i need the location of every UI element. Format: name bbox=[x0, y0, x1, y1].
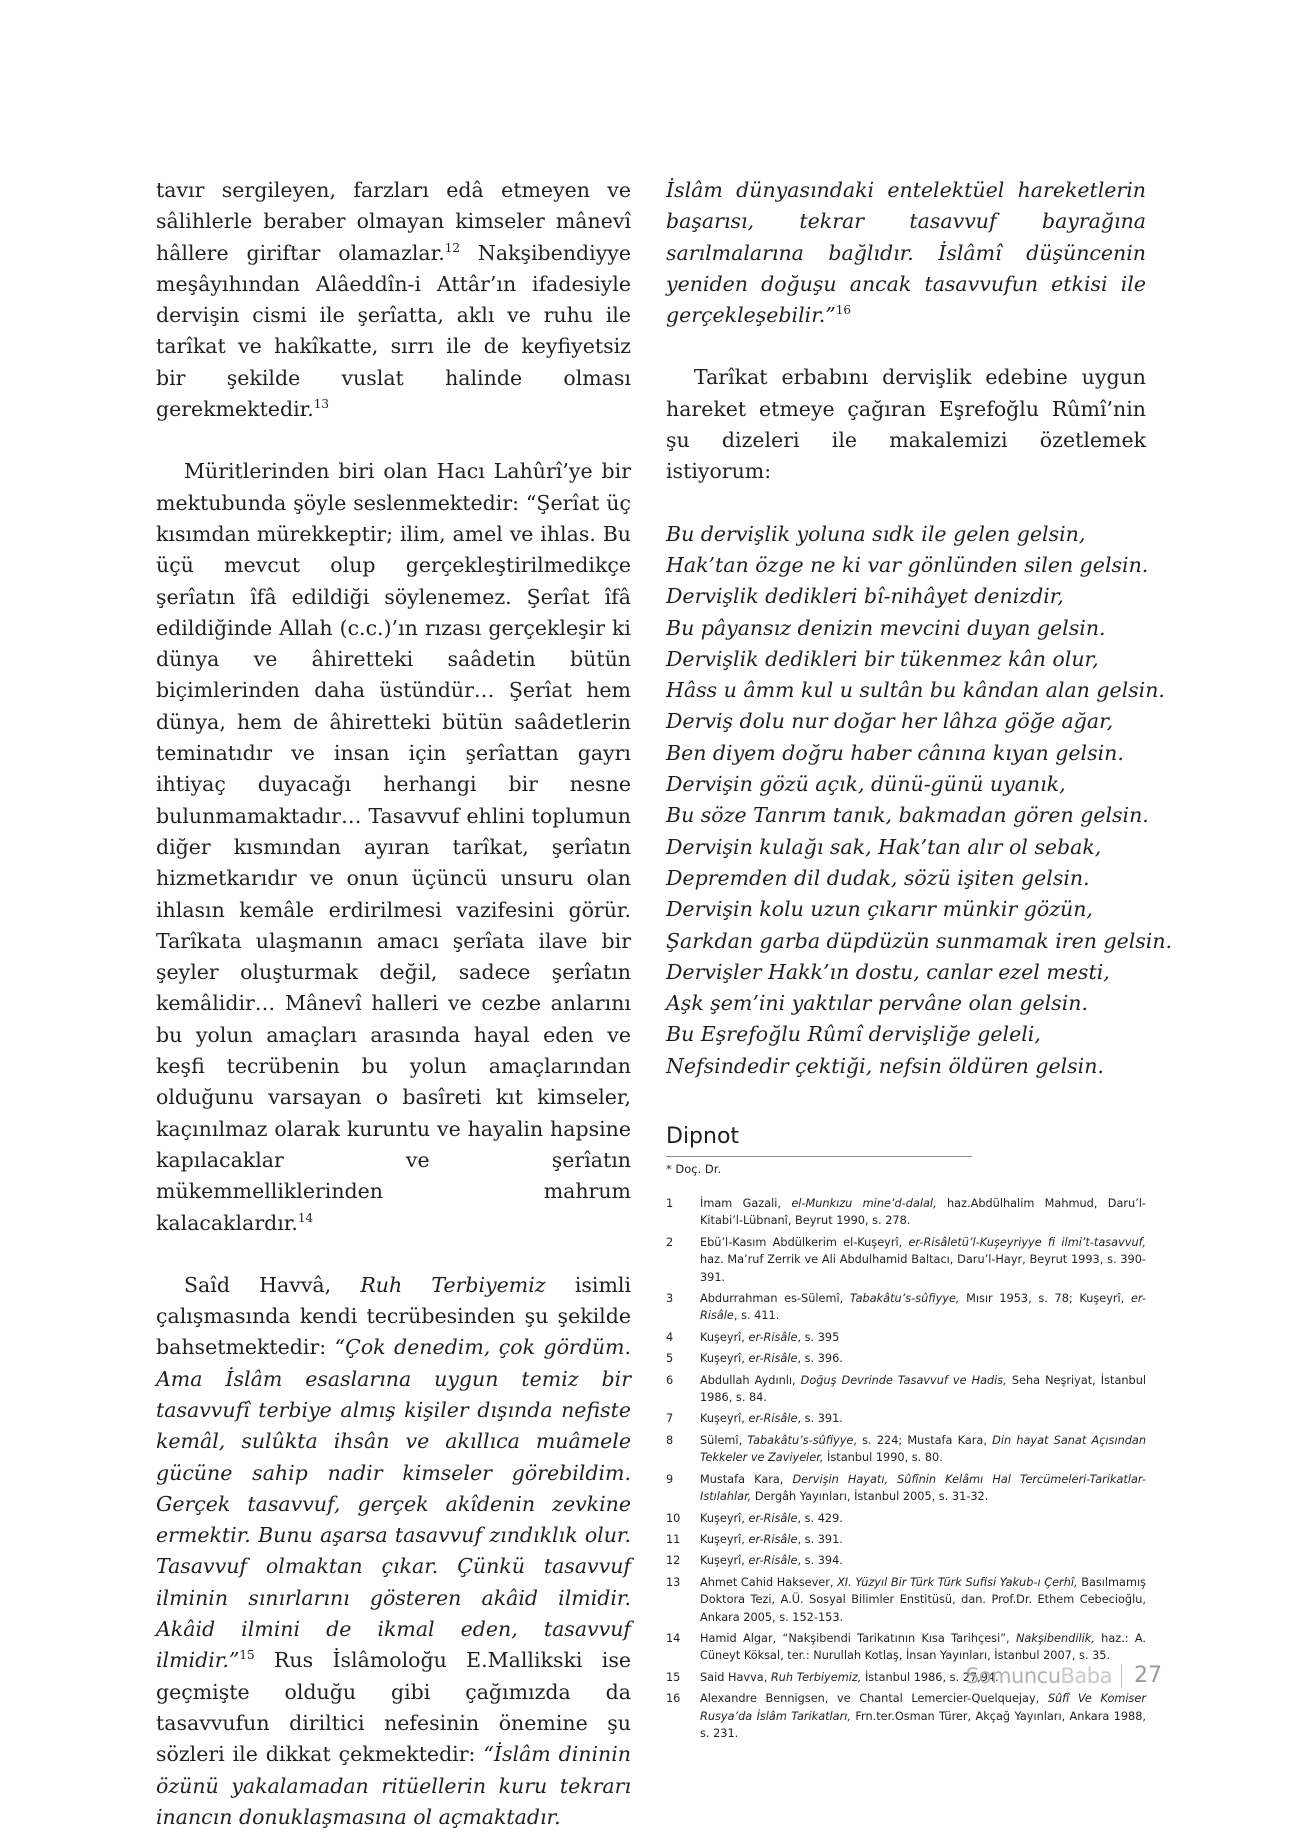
footnote-segment: Ahmet Cahid Haksever, bbox=[700, 1575, 838, 1589]
footnote-segment: Sülemî, bbox=[700, 1433, 748, 1447]
footnote-text bbox=[700, 1350, 1146, 1367]
footnote-title: Sûfî Ve Komiser Rusya’da İslâm Tarikatları, bbox=[700, 1692, 1147, 1723]
footnote-number: 1 bbox=[666, 1197, 674, 1211]
magazine-logo bbox=[966, 1664, 1112, 1688]
footnote-segment: İstanbul 1986, s. 27,94. bbox=[861, 1670, 999, 1684]
footnote-ref-15[interactable]: 15 bbox=[239, 1648, 255, 1663]
footnote-ref-12[interactable]: 12 bbox=[444, 240, 460, 255]
footnote-title: Dervişin Hayatı, Sûfînin Kelâmı Hal Tercümeleri-Tarikatlar-Istılahlar, bbox=[700, 1472, 1146, 1504]
footnote-segment: , s. 395 bbox=[797, 1330, 840, 1344]
quotation: “İslâm dininin özünü yakalamadan ritüellerin kuru tekrarı inancın donuklaşmasına ol açmaktadır. bbox=[156, 1742, 631, 1829]
footnote-number: 14 bbox=[666, 1631, 681, 1645]
footnote-text bbox=[700, 1372, 1146, 1407]
footnote-number: 13 bbox=[666, 1575, 681, 1589]
footnote-segment: Hamid Algar, “Nakşibendi Tarikatının Kısa Tarihçesi”, bbox=[700, 1631, 1016, 1645]
footnote-segment: Abdurrahman es-Sülemî, bbox=[700, 1292, 850, 1306]
footnote-segment: , s. 391. bbox=[797, 1412, 843, 1426]
right-paragraph-1 bbox=[666, 175, 1146, 331]
footnote-segment: , s. 429. bbox=[797, 1511, 843, 1525]
footnote-segment: Alexandre Bennigsen, ve Chantal Lemercier-Quelquejay, bbox=[700, 1692, 1048, 1706]
footnote-number: 2 bbox=[666, 1235, 674, 1249]
footnote-segment: Kuşeyrî, bbox=[700, 1352, 749, 1366]
footnote-title: er-Risâle bbox=[748, 1412, 798, 1426]
footnote-segment: İstanbul 1990, s. 80. bbox=[823, 1451, 943, 1465]
footnote-text bbox=[700, 1510, 1146, 1527]
footnote-segment: Kuşeyrî, bbox=[700, 1554, 749, 1568]
footnote-number: 4 bbox=[666, 1330, 674, 1344]
footnote-segment: Abdullah Aydınlı, bbox=[700, 1373, 801, 1387]
footnote-number: 9 bbox=[666, 1472, 674, 1486]
footnote-ref-16[interactable]: 16 bbox=[835, 303, 852, 318]
footnote-number: 8 bbox=[666, 1433, 674, 1447]
footnote-segment: Kuşeyrî, bbox=[700, 1412, 749, 1426]
footnotes-divider bbox=[666, 1156, 972, 1157]
footnote-segment: , s. 391. bbox=[797, 1532, 843, 1546]
footnote-segment: Basılmamış Doktora Tezi, A.Ü. Sosyal Bilimler Enstitüsü, dan. Prof.Dr. Ethem Cebecioğlu, Ankara 2005, s. 152-153. bbox=[700, 1575, 1146, 1624]
left-paragraph-1 bbox=[156, 175, 631, 425]
poem-line: Depremden dil dudak, sözü işiten gelsin. bbox=[666, 865, 1090, 890]
footnote-item bbox=[666, 1234, 1146, 1286]
text-segment: Rus İslâmoloğu E.Mallikski ise geçmişte olduğu gibi çağımızda da tasavvufun diriltici nefesinin önemine şu sözleri ile dikkat çekmektedir: bbox=[156, 1648, 631, 1767]
text-segment: tavır sergileyen, farzları edâ etmeyen ve sâlihlerle beraber olmayan kimseler mânevî hâllere giriftar olamazlar. bbox=[156, 178, 631, 265]
right-paragraph-2: Tarîkat erbabını dervişlik edebine uygun hareket etmeye çağıran Eşrefoğlu Rûmî’nin şu dizeleri ile makalemizi özetlemek istiyorum: bbox=[666, 365, 1146, 484]
footnote-title: er-Risâle bbox=[748, 1330, 798, 1344]
poem-line: Dervişlik dedikleri bir tükenmez kân olur, bbox=[666, 646, 1099, 671]
footnote-item bbox=[666, 1350, 1146, 1367]
footnote-item bbox=[666, 1195, 1146, 1230]
footnote-number: 7 bbox=[666, 1412, 674, 1426]
footnote-number: 12 bbox=[666, 1554, 681, 1568]
footnote-title: el-Munkızu mine’d-dalal, bbox=[791, 1197, 937, 1211]
poem-line: Dervişlik dedikleri bî-nihâyet denizdir, bbox=[666, 584, 1064, 609]
footnote-title: Tabakâtu’s-sûfiyye, bbox=[849, 1292, 960, 1306]
footnote-segment: Mustafa Kara, bbox=[700, 1472, 793, 1486]
footnote-text bbox=[700, 1410, 1146, 1427]
poem-line: Bu söze Tanrım tanık, bakmadan gören gelsin. bbox=[666, 803, 1149, 828]
footnote-segment: , s. 224; Mustafa Kara, bbox=[853, 1433, 993, 1447]
poem-line: Aşk şem’ini yaktılar pervâne olan gelsin. bbox=[666, 991, 1088, 1016]
footnote-text bbox=[700, 1552, 1146, 1569]
footnote-title: er-Risâle bbox=[748, 1352, 798, 1366]
left-paragraph-3 bbox=[156, 1270, 631, 1833]
poem-line: Şarkdan garba düpdüzün sunmamak iren gelsin. bbox=[666, 928, 1173, 953]
quotation: “Çok denedim, çok gördüm. Ama İslâm esaslarına uygun temiz bir tasavvufî terbiye almış kişiler dışında nefiste kemâl, sulûkta ihsân ve akıllıca muâmele gücüne sahip nadir kimseler görebildim. Gerçek tasavvuf, gerçek akîdenin zevkine ermektir. Bunu aşarsa tasavvuf zındıklık olur. Tasavvuf olmaktan çıkar. Çünkü tasavvuf ilminin sınırlarını gösteren akâid ilmidir. Akâid ilmini de ikmal eden, tasavvuf ilmidir.” bbox=[156, 1335, 631, 1673]
footnote-text bbox=[700, 1329, 1146, 1346]
footnote-segment: haz.: A. Cüneyt Köksal, ter.: Nurullah Kotlaş, İnsan Yayınları, İstanbul 2007, s. 35. bbox=[700, 1631, 1146, 1663]
poem-line: Dervişin kulağı sak, Hak’tan alır ol sebak, bbox=[666, 834, 1102, 859]
text-segment: Müritlerinden biri olan Hacı Lahûrî’ye bir mektubunda şöyle seslenmektedir: “Şerîat üç kısımdan mürekkeptir; ilim, amel ve ihlas. Bu üçü mevcut olup gerçekleştirilmedikçe şerîatın îfâ edildiği söylenemez. Şerîat îfâ edildiğinde Allah (c.c.)’ın rızası gerçekleşir ki dünya ve âhiretteki saâdetin bütün biçimlerinden daha üstündür… Şerîat hem dünya, hem de âhiretteki bütün saâdetlerin teminatıdır ve insan için şerîattan gayrı ihtiyaç duyacağı herhangi bir nesne bulunmamaktadır… Tasavvuf ehlini toplumun diğer kısmından ayıran tarîkat, şerîatın hizmetkarıdır ve onun üçüncü unsuru olan ihlasın kemâle erdirilmesi vazifesini görür. Tarîkata ulaşmanın amacı şerîata ilave bir şeyler oluşturmak değil, sadece şerîatın kemâlidir… Mânevî halleri ve cezbe anlarını bu yolun amaçları arasında hayal eden ve keşfi tecrübenin bu yolun amaçlarından olduğunu varsayan o basîreti kıt kimseler, kaçınılmaz olarak kuruntu ve hayalin hapsine kapılacaklar ve şerîatın mükemmelliklerinden mahrum kalacaklardır. bbox=[156, 459, 631, 1235]
text-segment: isimli çalışmasında kendi tecrübesinden şu şekilde bahsetmektedir: bbox=[156, 1272, 631, 1360]
logo-text-part1: Somuncu bbox=[965, 1664, 1061, 1688]
footnote-title: Nakşibendilik, bbox=[1015, 1631, 1095, 1645]
footnote-number: 11 bbox=[666, 1532, 681, 1546]
footnote-text bbox=[700, 1195, 1146, 1230]
footnote-segment: , s. 411. bbox=[733, 1309, 780, 1323]
page-footer bbox=[962, 1660, 1162, 1694]
poem-line: Derviş dolu nur doğar her lâhza göğe ağar, bbox=[666, 709, 1114, 734]
footnote-text bbox=[700, 1290, 1146, 1325]
left-column bbox=[156, 175, 631, 1833]
poem-line: Dervişler Hakk’ın dostu, canlar ezel mesti, bbox=[666, 959, 1110, 984]
footnote-number: 6 bbox=[666, 1373, 674, 1387]
footnote-item bbox=[666, 1531, 1146, 1548]
footnote-item bbox=[666, 1471, 1146, 1506]
poem-line: Hâss u âmm kul u sultân bu kândan alan gelsin. bbox=[666, 678, 1165, 703]
footnote-title: er-Risâle bbox=[748, 1532, 798, 1546]
footnote-segment: Seha Neşriyat, İstanbul 1986, s. 84. bbox=[700, 1373, 1146, 1405]
footnote-segment: , s. 396. bbox=[797, 1352, 843, 1366]
footnote-item bbox=[666, 1510, 1146, 1527]
footnote-segment: Said Havva, bbox=[700, 1670, 771, 1684]
footnote-segment: Kuşeyrî, bbox=[700, 1330, 749, 1344]
poem-line: Bu dervişlik yoluna sıdk ile gelen gelsin, bbox=[666, 521, 1086, 546]
logo-text-part2: Baba bbox=[1060, 1664, 1112, 1688]
footnote-ref-13[interactable]: 13 bbox=[313, 397, 329, 412]
text-segment: Saîd Havvâ, bbox=[184, 1272, 361, 1297]
footnote-number: 16 bbox=[666, 1692, 681, 1706]
footer-separator bbox=[1121, 1664, 1122, 1688]
footnote-title: er-Risâle bbox=[748, 1511, 798, 1525]
footnote-title: er-Risâle bbox=[700, 1292, 1146, 1323]
footnote-text bbox=[700, 1531, 1146, 1548]
footnote-title: er-Risâletü’l-Kuşeyriyye fi ilmi’t-tasavvuf, bbox=[908, 1235, 1146, 1249]
footnote-title: er-Risâle bbox=[748, 1554, 798, 1568]
footnote-text bbox=[700, 1574, 1146, 1626]
footnote-ref-14[interactable]: 14 bbox=[297, 1210, 314, 1225]
footnote-segment: haz.Abdülhalim Mahmud, Daru’l-Kitabi’l-Lübnanî, Beyrut 1990, s. 278. bbox=[700, 1197, 1147, 1228]
right-column bbox=[666, 175, 1173, 1746]
left-paragraph-2 bbox=[156, 456, 631, 1238]
footnote-segment: Mısır 1953, s. 78; Kuşeyrî, bbox=[959, 1292, 1131, 1306]
poem-line: Hak’tan özge ne ki var gönlünden silen gelsin. bbox=[666, 552, 1149, 577]
footnote-text bbox=[700, 1234, 1146, 1286]
footnote-item bbox=[666, 1329, 1146, 1346]
footnote-text bbox=[700, 1690, 1146, 1742]
footnote-segment: haz. Ma’ruf Zerrik ve Ali Abdulhamid Baltacı, Daru’l-Hayr, Beyrut 1993, s. 390-391. bbox=[700, 1253, 1146, 1284]
poem-line: Nefsindedir çektiği, nefsin öldüren gelsin. bbox=[666, 1053, 1104, 1078]
footnote-number: 3 bbox=[666, 1292, 674, 1306]
footnote-title: Tabakâtu’s-sûfiyye bbox=[747, 1433, 854, 1447]
footnote-segment: Kuşeyrî, bbox=[700, 1511, 749, 1525]
footnote-item bbox=[666, 1410, 1146, 1427]
footnote-text bbox=[700, 1471, 1146, 1506]
footnote-item bbox=[666, 1574, 1146, 1626]
footnote-segment: Dergâh Yayınları, İstanbul 2005, s. 31-32. bbox=[751, 1490, 989, 1504]
footnote-segment: Frn.ter.Osman Türer, Akçağ Yayınları, Ankara 1988, s. 231. bbox=[700, 1709, 1146, 1740]
footnote-item bbox=[666, 1432, 1146, 1467]
poem-line: Bu Eşrefoğlu Rûmî dervişliğe geleli, bbox=[666, 1022, 1041, 1047]
poem-line: Bu pâyansız denizin mevcini duyan gelsin. bbox=[666, 615, 1106, 640]
book-title: Ruh Terbiyemiz bbox=[360, 1272, 546, 1297]
footnote-segment: İmam Gazali, bbox=[700, 1197, 792, 1211]
poem-line: Dervişin kolu uzun çıkarır münkir gözün, bbox=[666, 897, 1093, 922]
footnote-number: 10 bbox=[666, 1511, 681, 1525]
footnote-item bbox=[666, 1690, 1146, 1742]
footnote-text bbox=[700, 1432, 1146, 1467]
footnote-number: 5 bbox=[666, 1352, 674, 1366]
page-number: 27 bbox=[1134, 1663, 1162, 1688]
footnote-title: Ruh Terbiyemiz, bbox=[770, 1670, 862, 1684]
footnote-title: Din hayat Sanat Açısından Tekkeler ve Zaviyeler, bbox=[700, 1433, 1146, 1465]
footnote-segment: Kuşeyrî, bbox=[700, 1532, 749, 1546]
poem-line: Dervişin gözü açık, dünü-günü uyanık, bbox=[666, 772, 1066, 797]
poem-line: Ben diyem doğru haber cânına kıyan gelsin. bbox=[666, 740, 1124, 765]
author-note: * Doç. Dr. bbox=[666, 1162, 722, 1177]
footnote-title: XI. Yüzyıl Bir Türk Türk Sufisi Yakub-ı Çerhî, bbox=[837, 1575, 1078, 1589]
footnote-segment: Ebü’l-Kasım Abdülkerim el-Kuşeyrî, bbox=[700, 1235, 909, 1249]
footnote-item bbox=[666, 1552, 1146, 1569]
quotation: İslâm dünyasındaki entelektüel hareketlerin başarısı, tekrar tasavvuf bayrağına sarılmalarına bağlıdır. İslâmî düşüncenin yeniden doğuşu ancak tasavvufun etkisi ile gerçekleşebilir.” bbox=[666, 178, 1146, 328]
footnote-item bbox=[666, 1290, 1146, 1325]
text-segment: Nakşibendiyye meşâyıhından Alâeddîn-i Attâr’ın ifadesiyle dervişin cismi ile şerîatta, aklı ve ruhu ile tarîkat ve hakîkatte, sırrı ile de keyfiyetsiz bir şekilde vuslat halinde olması gerekmektedir. bbox=[156, 240, 631, 422]
footnote-segment: , s. 394. bbox=[797, 1554, 843, 1568]
footnote-item bbox=[666, 1372, 1146, 1407]
footnote-title: Doğuş Devrinde Tasavvuf ve Hadis, bbox=[800, 1373, 1007, 1387]
footnote-number: 15 bbox=[666, 1670, 681, 1684]
footnotes-heading: Dipnot bbox=[666, 1124, 740, 1150]
poem bbox=[666, 519, 1173, 1082]
